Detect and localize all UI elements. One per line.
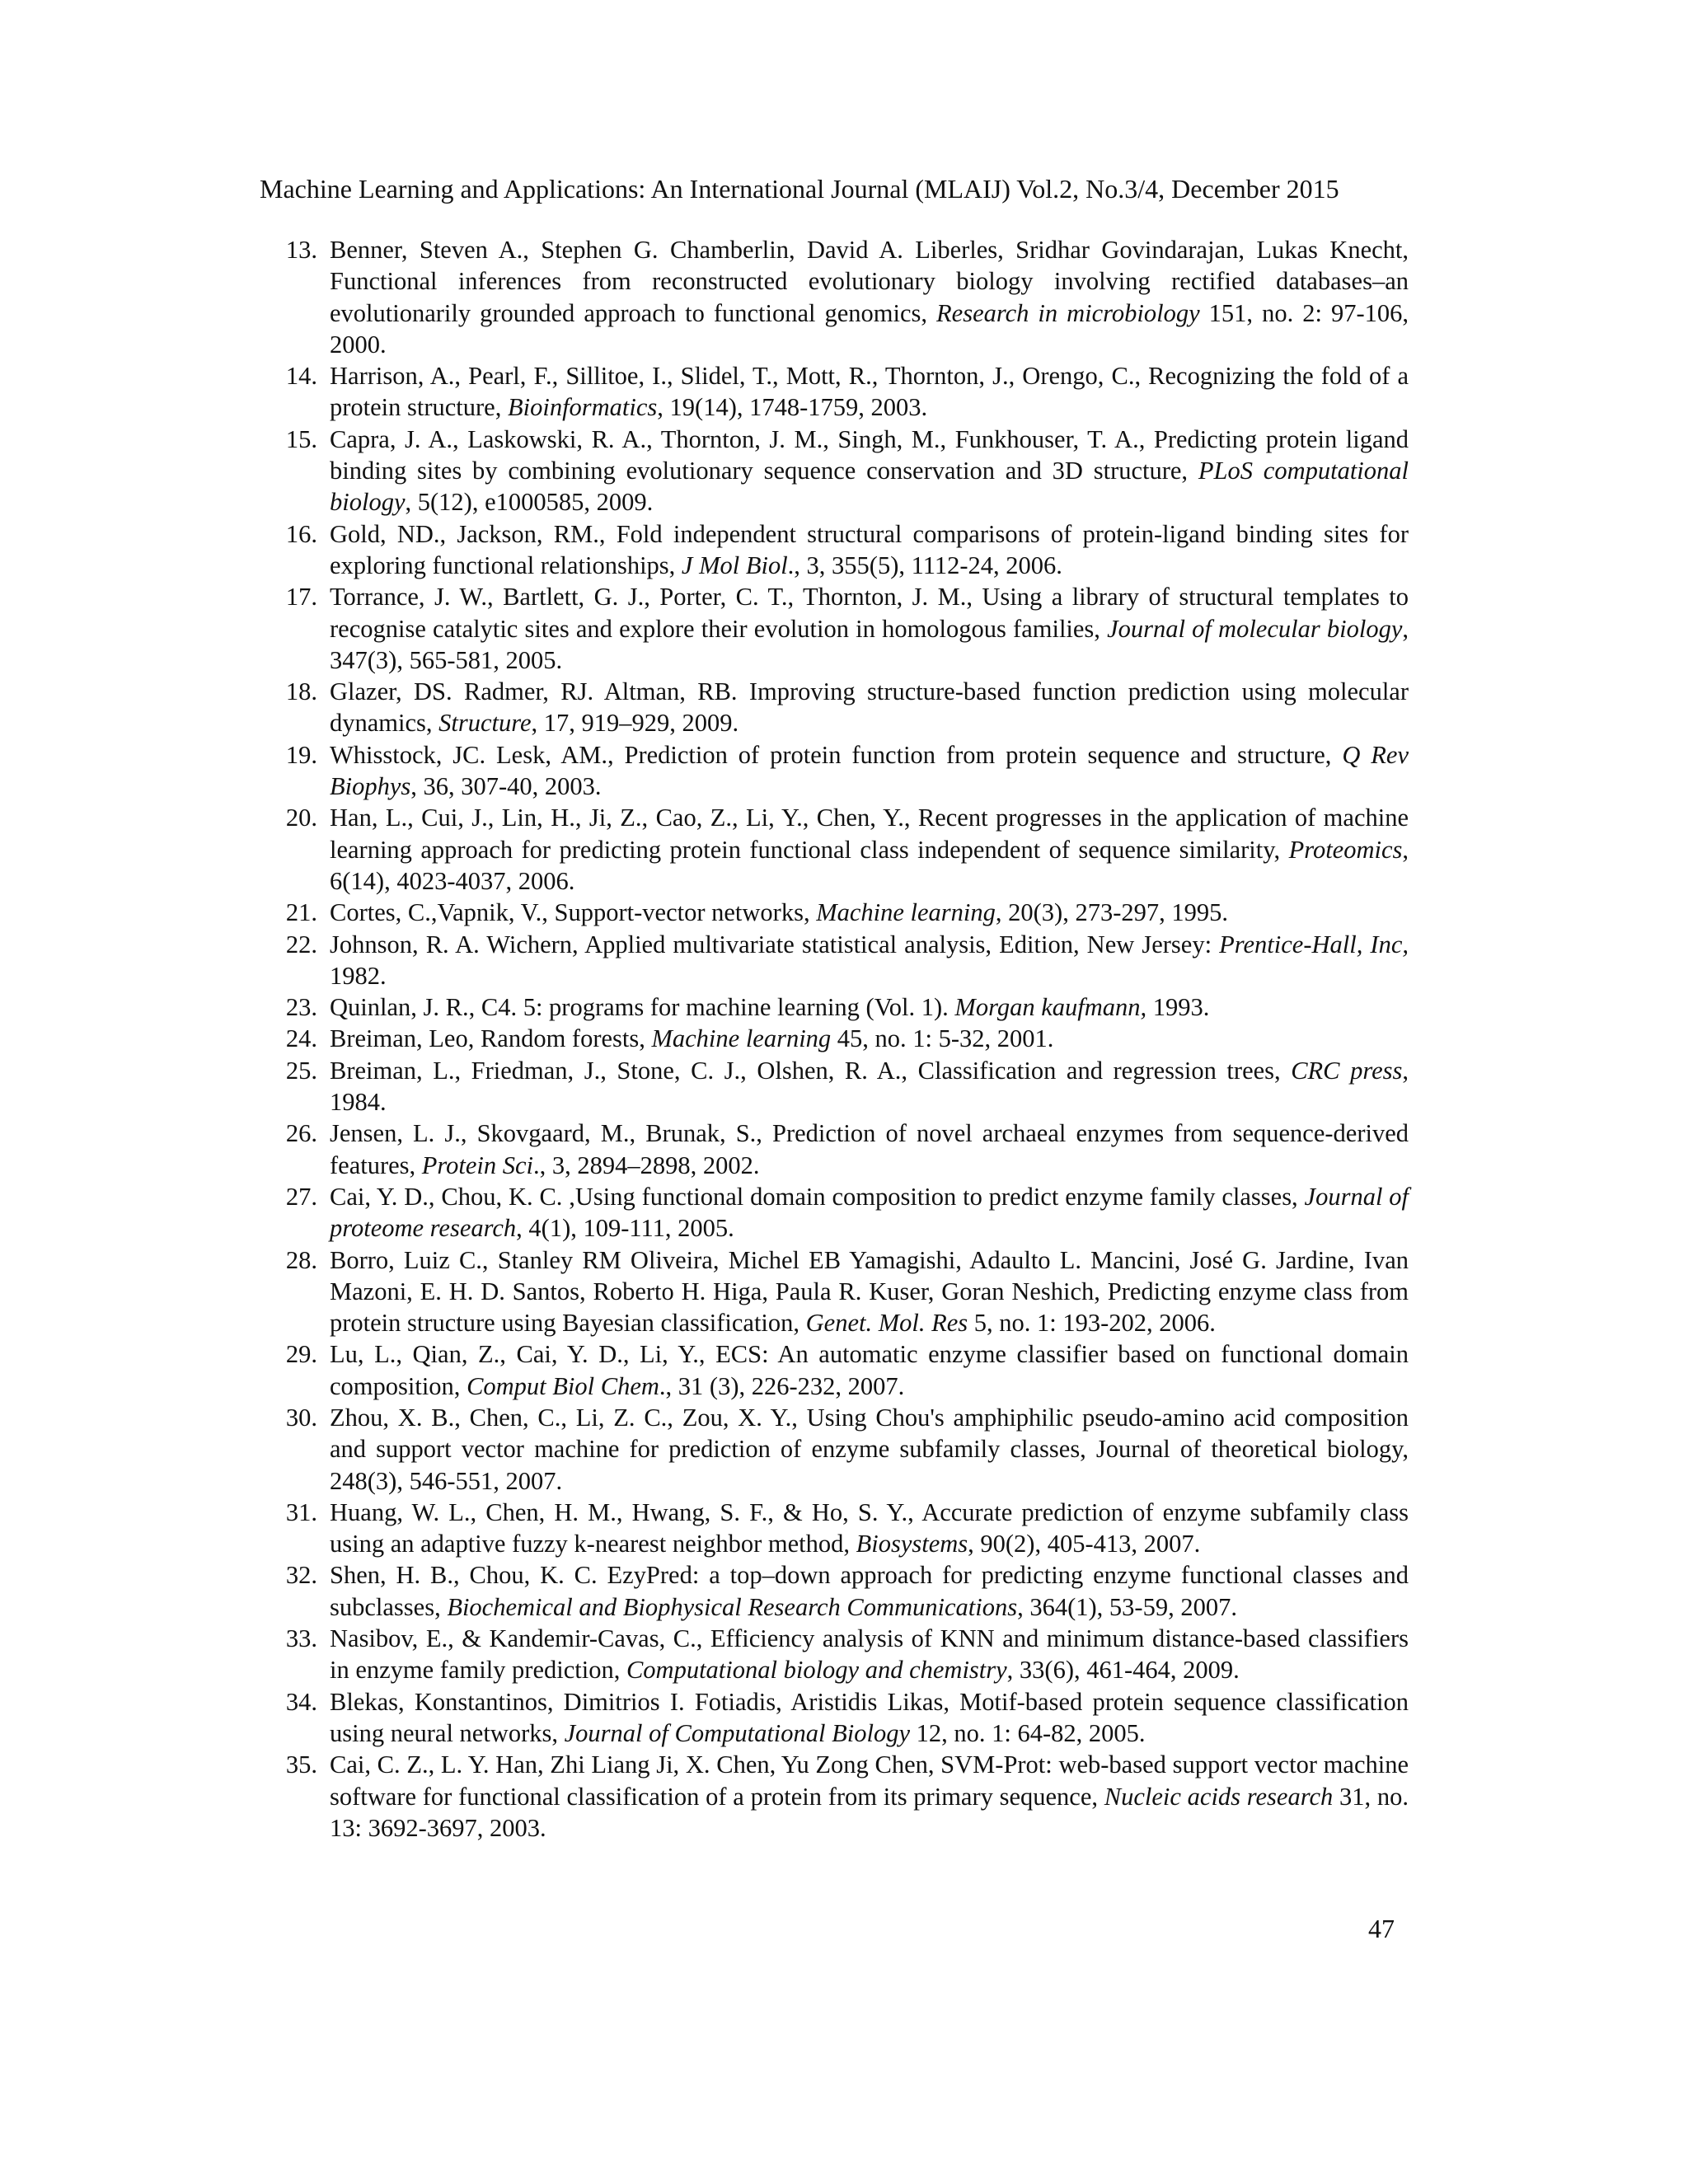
reference-text-segment: Glazer, DS. Radmer, RJ. Altman, RB. Improving structure-based function prediction using molecular dynamics, — [330, 677, 1409, 738]
reference-text-segment: 45, no. 1: 5-32, 2001. — [831, 1024, 1054, 1053]
reference-item — [268, 1181, 1409, 1244]
reference-text-segment: , 90(2), 405-413, 2007. — [968, 1530, 1201, 1558]
reference-text — [330, 1338, 1409, 1402]
reference-number: 25. — [285, 1056, 317, 1085]
reference-item — [268, 991, 1409, 1023]
reference-source-italic: Proteomics — [1288, 835, 1403, 864]
reference-text-segment: 1982. — [330, 961, 387, 990]
reference-text-segment: Zhou, X. B., Chen, C., Li, Z. C., Zou, X. Y., Using Chou's amphiphilic pseudo-amino acid composition and support vector machine for prediction of enzyme subfamily classes, Journal of theoretical biology, 248(3), 546-551, 2007. — [330, 1403, 1409, 1495]
reference-source-italic: Genet. Mol. Res — [805, 1309, 968, 1338]
reference-number: 32. — [285, 1561, 317, 1590]
reference-item — [268, 929, 1409, 992]
reference-text-segment: Benner, Steven A., Stephen G. Chamberlin, David A. Liberles, Sridhar Govindarajan, Lukas Knecht, Functional inferences from reconstructed evolutionary biology involving rectified databases–an evolutionarily grounded approach to functional genomics, — [330, 236, 1409, 327]
reference-text-segment: Cortes, C.,Vapnik, V., Support-vector networks, — [330, 898, 817, 927]
reference-source-italic: Journal of Computational Biology — [564, 1718, 910, 1747]
reference-text-segment: Capra, J. A., Laskowski, R. A., Thornton, J. M., Singh, M., Funkhouser, T. A., Predicting protein ligand binding sites by combining evolutionary sequence conservation and 3D structure, — [330, 424, 1409, 485]
reference-text — [330, 929, 1409, 992]
reference-text — [330, 424, 1409, 518]
reference-text-segment: Borro, Luiz C., Stanley RM Oliveira, Michel EB Yamagishi, Adaulto L. Mancini, José G. Jardine, Ivan Mazoni, E. H. D. Santos, Roberto H. Higa, Paula R. Kuser, Goran Neshich, Predicting enzyme class from protein structure using Bayesian classification, — [330, 1245, 1409, 1338]
reference-item — [268, 1749, 1409, 1844]
reference-text-segment: Torrance, J. W., Bartlett, G. J., Porter, C. T., Thornton, J. M., Using a library of structural templates to recognise catalytic sites and explore their evolution in homologous families, — [330, 583, 1409, 643]
reference-text-segment: Whisstock, JC. Lesk, AM., Prediction of protein function from protein sequence and structure, — [330, 740, 1343, 769]
reference-text-segment: Breiman, L., Friedman, J., Stone, C. J., Olshen, R. A., Classification and regression trees, — [330, 1056, 1292, 1085]
reference-item — [268, 1338, 1409, 1402]
reference-text-segment: Quinlan, J. R., C4. 5: programs for machine learning (Vol. 1). — [330, 993, 955, 1022]
reference-list — [268, 234, 1409, 1844]
reference-source-italic: Bioinformatics — [507, 393, 658, 422]
reference-text — [330, 1181, 1409, 1244]
reference-item — [268, 581, 1409, 676]
reference-item — [268, 802, 1409, 897]
reference-text-segment: Huang, W. L., Chen, H. M., Hwang, S. F., & Ho, S. Y., Accurate prediction of enzyme subfamily class using an adaptive fuzzy k-nearest neighbor method, — [330, 1497, 1409, 1558]
reference-item — [268, 1055, 1409, 1118]
reference-number: 23. — [285, 993, 317, 1022]
reference-number: 13. — [285, 236, 317, 264]
reference-text — [330, 1623, 1409, 1686]
reference-number: 28. — [285, 1245, 317, 1274]
reference-text-segment: , 364(1), 53-59, 2007. — [1017, 1592, 1237, 1621]
reference-number: 27. — [285, 1182, 317, 1211]
reference-source-italic: Q Rev Biophys — [330, 740, 1409, 801]
reference-item — [268, 1023, 1409, 1054]
reference-source-italic: Protein Sci — [421, 1151, 534, 1179]
reference-text — [330, 802, 1409, 897]
reference-source-italic: Research in microbiology — [936, 298, 1200, 327]
reference-number: 24. — [285, 1024, 317, 1053]
reference-text-segment: Blekas, Konstantinos, Dimitrios I. Fotiadis, Aristidis Likas, Motif-based protein sequence classification using neural networks, — [330, 1687, 1409, 1747]
reference-source-italic: Nucleic acids research — [1104, 1782, 1334, 1811]
reference-text-segment: 1993. — [1146, 993, 1210, 1022]
reference-text — [330, 1749, 1409, 1844]
reference-source-italic: Prentice-Hall, Inc, — [1219, 930, 1409, 958]
reference-text — [330, 1497, 1409, 1560]
reference-text — [330, 1559, 1409, 1623]
reference-text — [330, 1686, 1409, 1750]
reference-source-italic: Structure — [438, 709, 532, 738]
reference-item — [268, 424, 1409, 518]
reference-source-italic: PLoS computational biology — [330, 457, 1409, 517]
reference-text — [330, 1118, 1409, 1181]
reference-item — [268, 1402, 1409, 1497]
page-number: 47 — [1368, 1914, 1395, 1943]
reference-text-segment: , 1984. — [330, 1056, 1409, 1117]
reference-text — [330, 991, 1409, 1023]
reference-text-segment: , 347(3), 565-581, 2005. — [330, 614, 1409, 674]
reference-text-segment: , 33(6), 461-464, 2009. — [1006, 1656, 1240, 1685]
reference-item — [268, 1559, 1409, 1623]
reference-number: 22. — [285, 930, 317, 958]
reference-text-segment: , 6(14), 4023-4037, 2006. — [330, 835, 1409, 895]
reference-number: 14. — [285, 362, 317, 391]
reference-number: 19. — [285, 740, 317, 769]
reference-text-segment: Shen, H. B., Chou, K. C. EzyPred: a top–down approach for predicting enzyme functional classes and subclasses, — [330, 1561, 1409, 1621]
reference-item — [268, 1623, 1409, 1686]
reference-text — [330, 234, 1409, 360]
reference-text — [330, 739, 1409, 803]
reference-text-segment: 151, no. 2: 97-106, 2000. — [330, 298, 1409, 359]
reference-item — [268, 518, 1409, 582]
reference-number: 29. — [285, 1340, 317, 1369]
reference-text-segment: , 17, 919–929, 2009. — [531, 709, 739, 738]
reference-text-segment: 12, no. 1: 64-82, 2005. — [910, 1718, 1146, 1747]
reference-text-segment: ., 3, 2894–2898, 2002. — [533, 1151, 760, 1179]
reference-text — [330, 1055, 1409, 1118]
reference-text-segment: Cai, C. Z., L. Y. Han, Zhi Liang Ji, X. Chen, Yu Zong Chen, SVM-Prot: web-based support vector machine software for functional classification of a protein from its primary sequence, — [330, 1750, 1409, 1811]
reference-text — [330, 518, 1409, 582]
reference-item — [268, 1497, 1409, 1560]
reference-number: 15. — [285, 424, 317, 453]
reference-text — [330, 581, 1409, 676]
reference-text-segment: Breiman, Leo, Random forests, — [330, 1024, 652, 1053]
reference-text-segment: 31, no. 13: 3692-3697, 2003. — [330, 1782, 1409, 1842]
reference-text-segment: , 20(3), 273-297, 1995. — [995, 898, 1228, 927]
reference-item — [268, 360, 1409, 424]
reference-source-italic: J Mol Biol — [681, 551, 788, 579]
reference-text-segment: , 5(12), e1000585, 2009. — [405, 488, 654, 517]
reference-text-segment: , 36, 307-40, 2003. — [410, 772, 602, 801]
reference-text-segment: Cai, Y. D., Chou, K. C. ,Using functional domain composition to predict enzyme family classes, — [330, 1182, 1305, 1211]
reference-text-segment: Jensen, L. J., Skovgaard, M., Brunak, S., Prediction of novel archaeal enzymes from sequence-derived features, — [330, 1119, 1409, 1179]
reference-text-segment: Han, L., Cui, J., Lin, H., Ji, Z., Cao, Z., Li, Y., Chen, Y., Recent progresses in the application of machine learning approach for predicting protein functional class independent of sequence similarity, — [330, 804, 1409, 864]
reference-text-segment: ., 31 (3), 226-232, 2007. — [659, 1371, 905, 1400]
reference-text-segment: 5, no. 1: 193-202, 2006. — [968, 1309, 1216, 1338]
reference-item — [268, 1118, 1409, 1181]
reference-number: 16. — [285, 519, 317, 548]
reference-item — [268, 234, 1409, 360]
reference-number: 31. — [285, 1497, 317, 1526]
reference-text — [330, 897, 1409, 928]
running-header: Machine Learning and Applications: An International Journal (MLAIJ) Vol.2, No.3/4, December 2015 — [260, 174, 1339, 204]
reference-text-segment: Gold, ND., Jackson, RM., Fold independent structural comparisons of protein-ligand binding sites for exploring functional relationships, — [330, 519, 1409, 579]
reference-source-italic: Journal of molecular biology — [1107, 614, 1403, 643]
reference-source-italic: Comput Biol Chem — [467, 1371, 659, 1400]
reference-text-segment: , 4(1), 109-111, 2005. — [516, 1214, 734, 1243]
reference-source-italic: Machine learning — [651, 1024, 832, 1053]
reference-number: 34. — [285, 1687, 317, 1716]
reference-text-segment: Harrison, A., Pearl, F., Sillitoe, I., Slidel, T., Mott, R., Thornton, J., Orengo, C., Recognizing the fold of a protein structure, — [330, 362, 1409, 422]
reference-item — [268, 897, 1409, 928]
reference-number: 35. — [285, 1750, 317, 1779]
reference-source-italic: Biochemical and Biophysical Research Communications — [447, 1592, 1018, 1621]
reference-number: 26. — [285, 1119, 317, 1148]
reference-text-segment: ., 3, 355(5), 1112-24, 2006. — [787, 551, 1062, 579]
reference-source-italic: Computational biology and chemistry — [626, 1656, 1007, 1685]
reference-number: 30. — [285, 1403, 317, 1432]
reference-text — [330, 676, 1409, 739]
reference-text — [330, 1402, 1409, 1497]
reference-item — [268, 1244, 1409, 1339]
reference-text-segment: Lu, L., Qian, Z., Cai, Y. D., Li, Y., ECS: An automatic enzyme classifier based on functional domain composition, — [330, 1340, 1409, 1400]
reference-item — [268, 1686, 1409, 1750]
reference-number: 20. — [285, 804, 317, 832]
reference-number: 17. — [285, 583, 317, 612]
reference-source-italic: Journal of proteome research — [330, 1182, 1409, 1243]
reference-text — [330, 1023, 1409, 1054]
reference-number: 33. — [285, 1624, 317, 1653]
reference-item — [268, 739, 1409, 803]
reference-text — [330, 1244, 1409, 1339]
reference-text — [330, 360, 1409, 424]
reference-number: 21. — [285, 898, 317, 927]
reference-source-italic: Morgan kaufmann, — [954, 993, 1147, 1022]
reference-source-italic: Machine learning — [816, 898, 996, 927]
reference-source-italic: Biosystems — [856, 1530, 968, 1558]
reference-text-segment: , 19(14), 1748-1759, 2003. — [657, 393, 928, 422]
reference-text-segment: Nasibov, E., & Kandemir-Cavas, C., Efficiency analysis of KNN and minimum distance-based classifiers in enzyme family prediction, — [330, 1624, 1409, 1685]
reference-item — [268, 676, 1409, 739]
reference-text-segment: Johnson, R. A. Wichern, Applied multivariate statistical analysis, Edition, New Jersey: — [330, 930, 1220, 958]
reference-source-italic: CRC press — [1291, 1056, 1403, 1085]
reference-number: 18. — [285, 677, 317, 706]
